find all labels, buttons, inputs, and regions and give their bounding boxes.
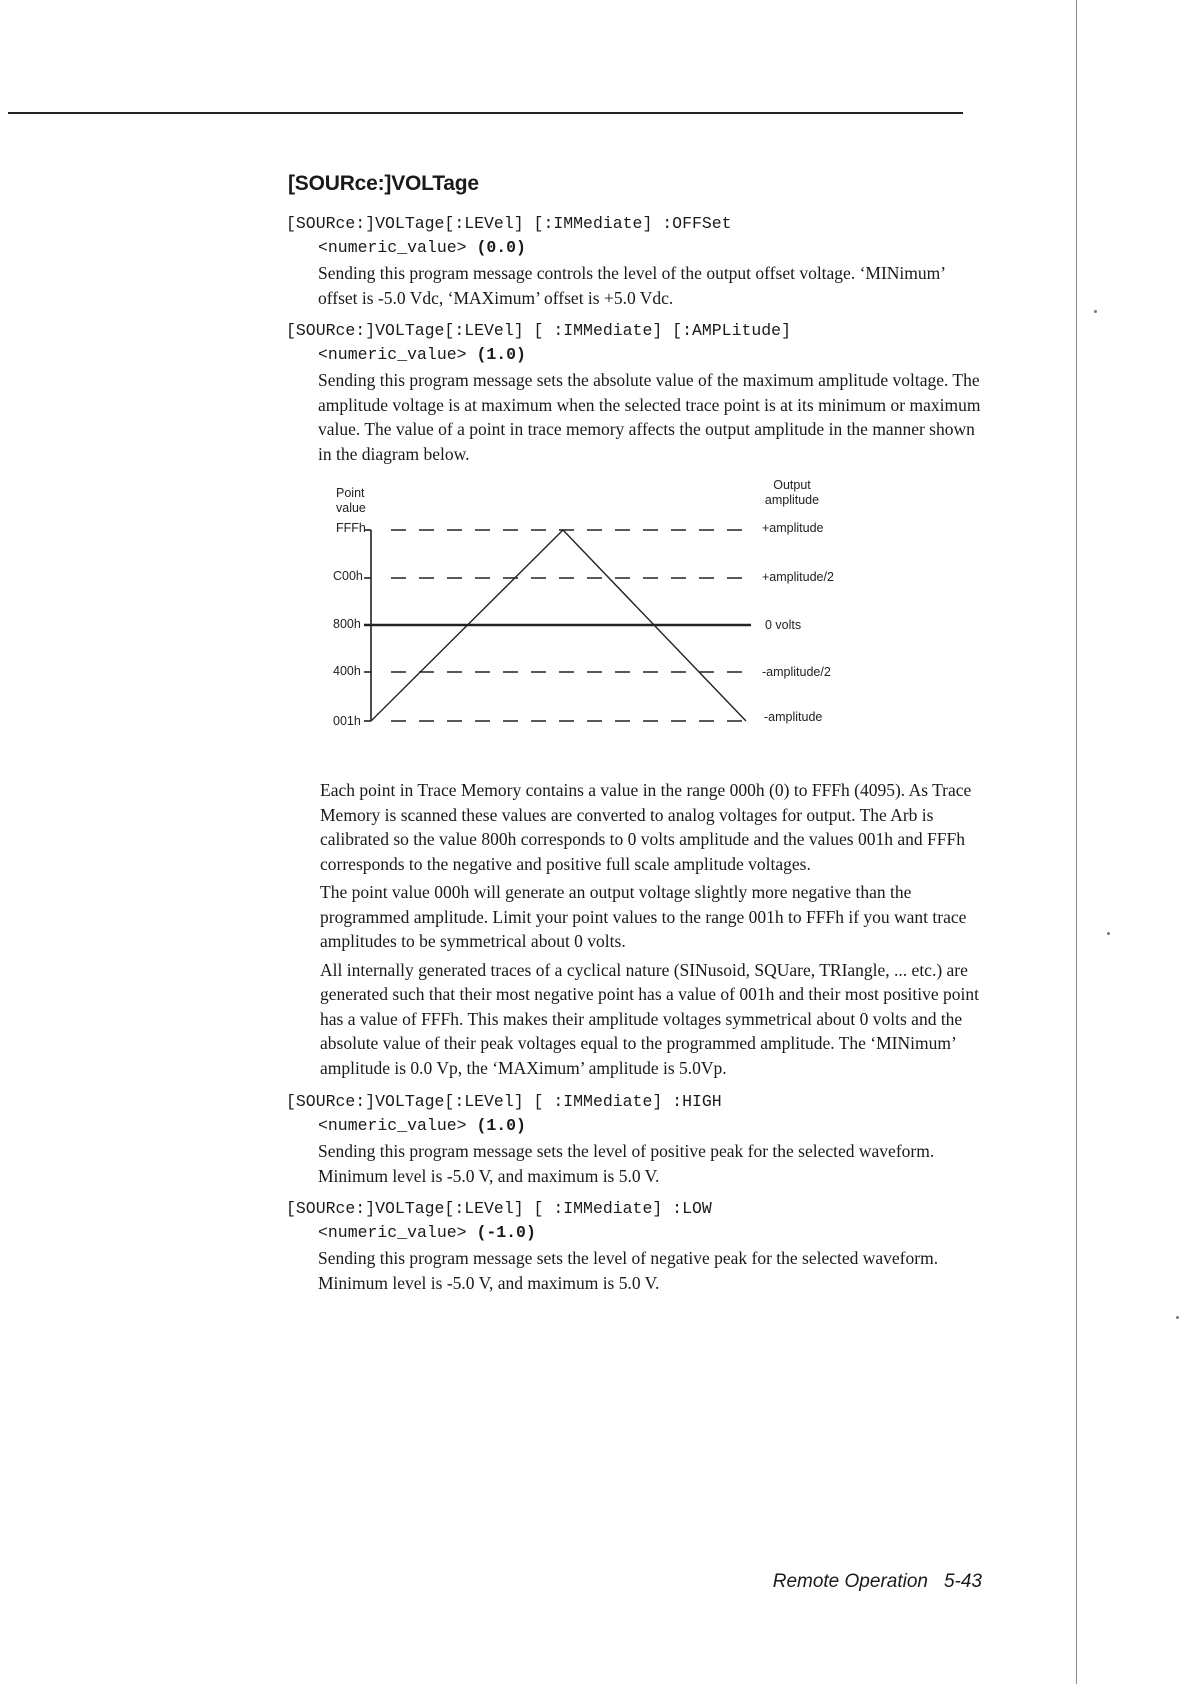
point-label-800h: 800h [333,617,361,631]
paragraph-cyclical-traces: All internally generated traces of a cyclical nature (SINusoid, SQUare, TRIangle, ... etc.) are generated such that their most negative point has a value of 001h and their most positive point has a value of FFFh. This makes their amplitude voltages symmetrical about 0 volts and the absolute value of their peak voltages equal to the programmed amplitude. The ‘MINimum’ amplitude is 0.0 Vp, the ‘MAXimum’ amplitude is 5.0Vp. [320,959,980,1078]
amplitude-diagram [286,478,986,768]
command-syntax: [SOURce:]VOLTage[:LEVel] [ :IMMediate] :HIGH [286,1092,722,1111]
header-rule [8,112,963,114]
command-argument: <numeric_value> [318,345,467,364]
command-description: Sending this program message sets the level of positive peak for the selected waveform. Minimum level is -5.0 V, and maximum is 5.0 V. [318,1141,935,1186]
command-description: Sending this program message sets the level of negative peak for the selected waveform. Minimum level is -5.0 V, and maximum is 5.0 V. [318,1248,939,1293]
scan-speck [1107,932,1110,935]
command-syntax: [SOURce:]VOLTage[:LEVel] [:IMMediate] :OFFSet [286,214,732,233]
scan-speck [1176,1316,1179,1319]
point-label-001h: 001h [333,714,361,728]
paragraph-trace-memory: Each point in Trace Memory contains a value in the range 000h (0) to FFFh (4095). As Trace Memory is scanned these values are converted to analog voltages for output. The Arb is calibrated so the value 800h corresponds to 0 volts amplitude and the values 001h and FFFh corresponds to the negative and positive full scale amplitude voltages. [320,780,972,874]
command-offset [286,212,986,310]
command-default: (0.0) [476,238,526,257]
page-footer [773,1571,982,1593]
page-edge-line [1076,0,1077,1684]
footer-section-name: Remote Operation [772,1571,928,1592]
command-description: Sending this program message sets the absolute value of the maximum amplitude voltage. The amplitude voltage is at maximum when the selected trace point is at its minimum or maximum value. The value of a point in trace memory affects the output amplitude in the manner shown in the diagram below. [318,370,981,464]
command-argument: <numeric_value> [318,1223,467,1242]
diagram-right-title: Output amplitude [764,478,820,507]
diagram-left-title: Point value [336,486,366,515]
output-label-plus-amplitude: +amplitude [762,521,824,535]
page-content [286,172,986,1304]
point-label-fffh: FFFh [336,521,366,535]
command-description: Sending this program message controls the level of the output offset voltage. ‘MINimum’ offset is -5.0 Vdc, ‘MAXimum’ offset is +5.0 Vdc. [318,263,945,308]
command-syntax: [SOURce:]VOLTage[:LEVel] [ :IMMediate] :LOW [286,1199,712,1218]
point-label-c00h: C00h [333,569,363,583]
command-argument: <numeric_value> [318,1116,467,1135]
point-label-400h: 400h [333,664,361,678]
section-title: [SOURce:]VOLTage [288,172,479,195]
command-default: (-1.0) [476,1223,536,1242]
output-label-minus-amplitude: -amplitude [764,710,823,724]
command-default: (1.0) [476,1116,526,1135]
command-amplitude [286,319,986,466]
output-label-plus-half-amplitude: +amplitude/2 [762,570,834,584]
command-syntax: [SOURce:]VOLTage[:LEVel] [ :IMMediate] [:AMPLitude] [286,321,791,340]
command-argument: <numeric_value> [318,238,467,257]
page-number: 5-43 [943,1571,982,1592]
command-high [286,1090,986,1188]
output-label-zero-volts: 0 volts [765,618,802,632]
command-default: (1.0) [476,345,526,364]
scan-speck [1094,310,1097,313]
output-label-minus-half-amplitude: -amplitude/2 [762,665,831,679]
amplitude-diagram-svg [286,478,986,768]
paragraph-point-value: The point value 000h will generate an output voltage slightly more negative than the programmed amplitude. Limit your point values to the range 001h to FFFh if you want trace amplitudes to be symmetrical about 0 volts. [320,882,967,951]
command-low [286,1197,986,1295]
